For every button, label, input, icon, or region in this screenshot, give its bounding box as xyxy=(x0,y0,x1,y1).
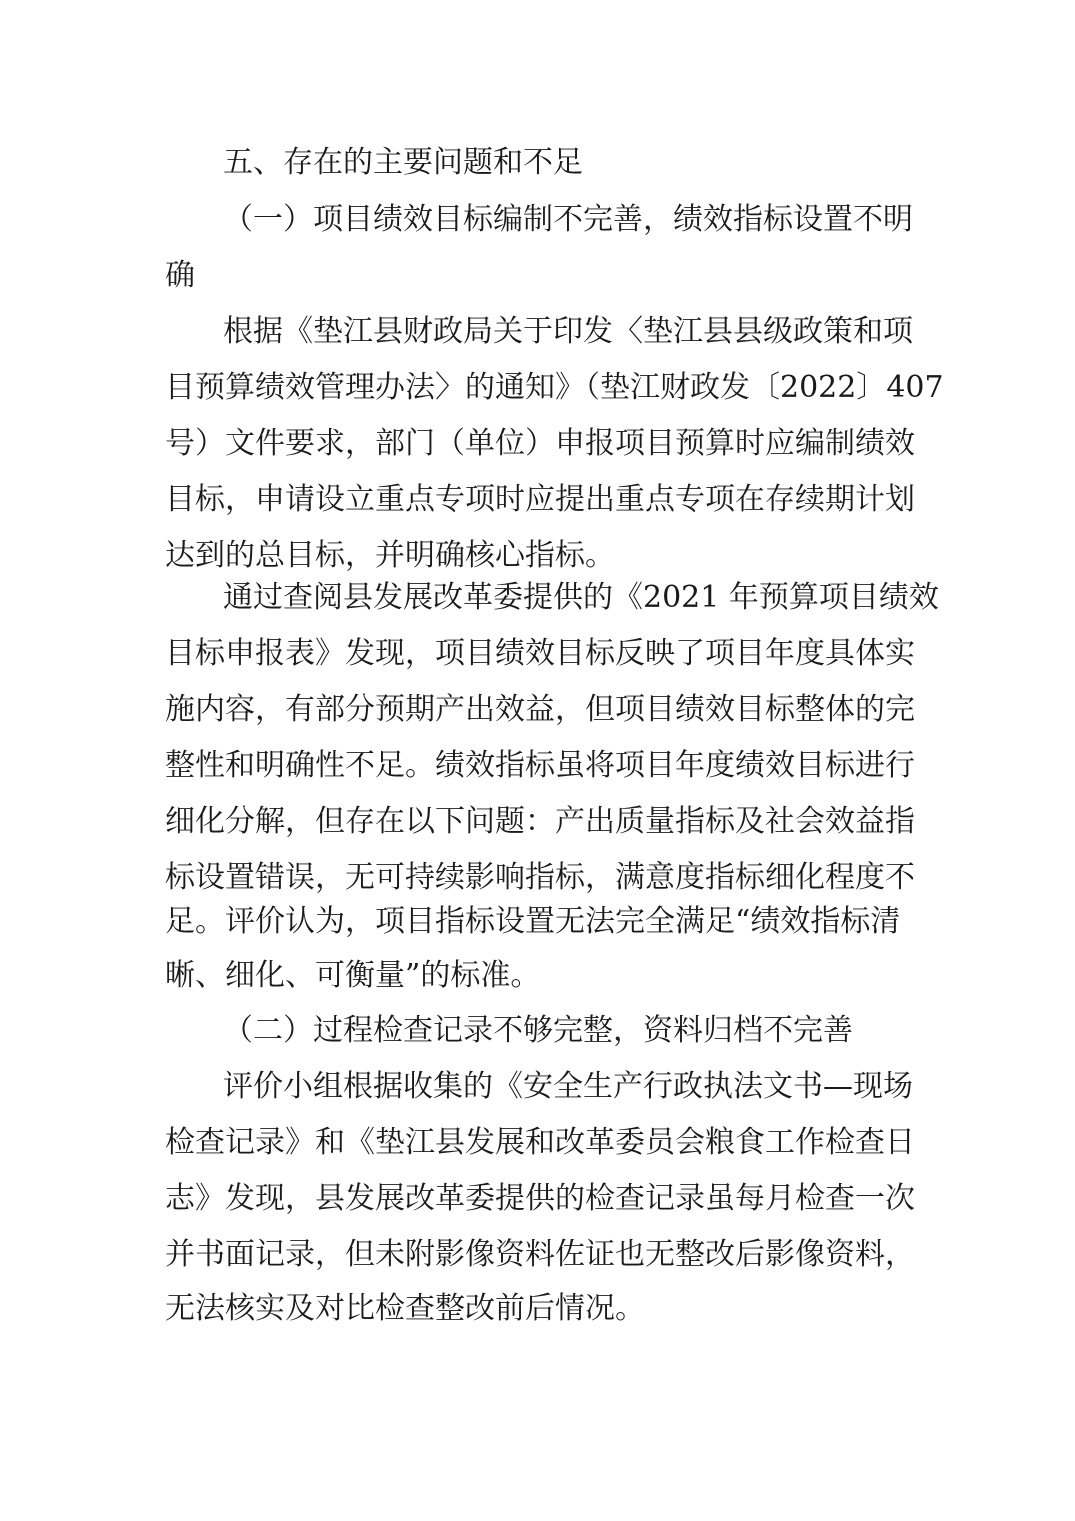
subheading-1-line-1: （一）项目绩效目标编制不完善，绩效指标设置不明 xyxy=(223,202,913,237)
subheading-1-line-2: 确 xyxy=(165,258,195,293)
paragraph-2-line-2: 目标申报表》发现，项目绩效目标反映了项目年度具体实 xyxy=(165,636,915,671)
paragraph-3-line-5: 无法核实及对比检查整改前后情况。 xyxy=(165,1291,645,1326)
section-heading: 五、存在的主要问题和不足 xyxy=(223,145,583,180)
subheading-2: （二）过程检查记录不够完整，资料归档不完善 xyxy=(223,1013,853,1048)
paragraph-1-line-2: 目预算绩效管理办法〉的通知》（垫江财政发〔2022〕407 xyxy=(165,370,944,405)
paragraph-1-line-1: 根据《垫江县财政局关于印发〈垫江县县级政策和项 xyxy=(223,314,913,349)
paragraph-2-line-3: 施内容，有部分预期产出效益，但项目绩效目标整体的完 xyxy=(165,692,915,727)
paragraph-3-line-1: 评价小组根据收集的《安全生产行政执法文书—现场 xyxy=(223,1069,913,1104)
paragraph-2-line-4: 整性和明确性不足。绩效指标虽将项目年度绩效目标进行 xyxy=(165,748,915,783)
paragraph-3-line-4: 并书面记录，但未附影像资料佐证也无整改后影像资料， xyxy=(165,1237,915,1272)
paragraph-2-line-8: 晰、细化、可衡量”的标准。 xyxy=(165,958,541,993)
paragraph-3-line-2: 检查记录》和《垫江县发展和改革委员会粮食工作检查日 xyxy=(165,1125,915,1160)
paragraph-3-line-3: 志》发现，县发展改革委提供的检查记录虽每月检查一次 xyxy=(165,1181,915,1216)
paragraph-2-line-1: 通过查阅县发展改革委提供的《2021 年预算项目绩效 xyxy=(223,580,939,615)
paragraph-2-line-6: 标设置错误，无可持续影响指标，满意度指标细化程度不 xyxy=(165,860,915,895)
paragraph-2-line-5: 细化分解，但存在以下问题：产出质量指标及社会效益指 xyxy=(165,804,915,839)
paragraph-1-line-5: 达到的总目标，并明确核心指标。 xyxy=(165,538,615,573)
paragraph-1-line-4: 目标，申请设立重点专项时应提出重点专项在存续期计划 xyxy=(165,482,915,517)
paragraph-2-line-7: 足。评价认为，项目指标设置无法完全满足“绩效指标清 xyxy=(165,904,901,939)
paragraph-1-line-3: 号）文件要求，部门（单位）申报项目预算时应编制绩效 xyxy=(165,426,915,461)
